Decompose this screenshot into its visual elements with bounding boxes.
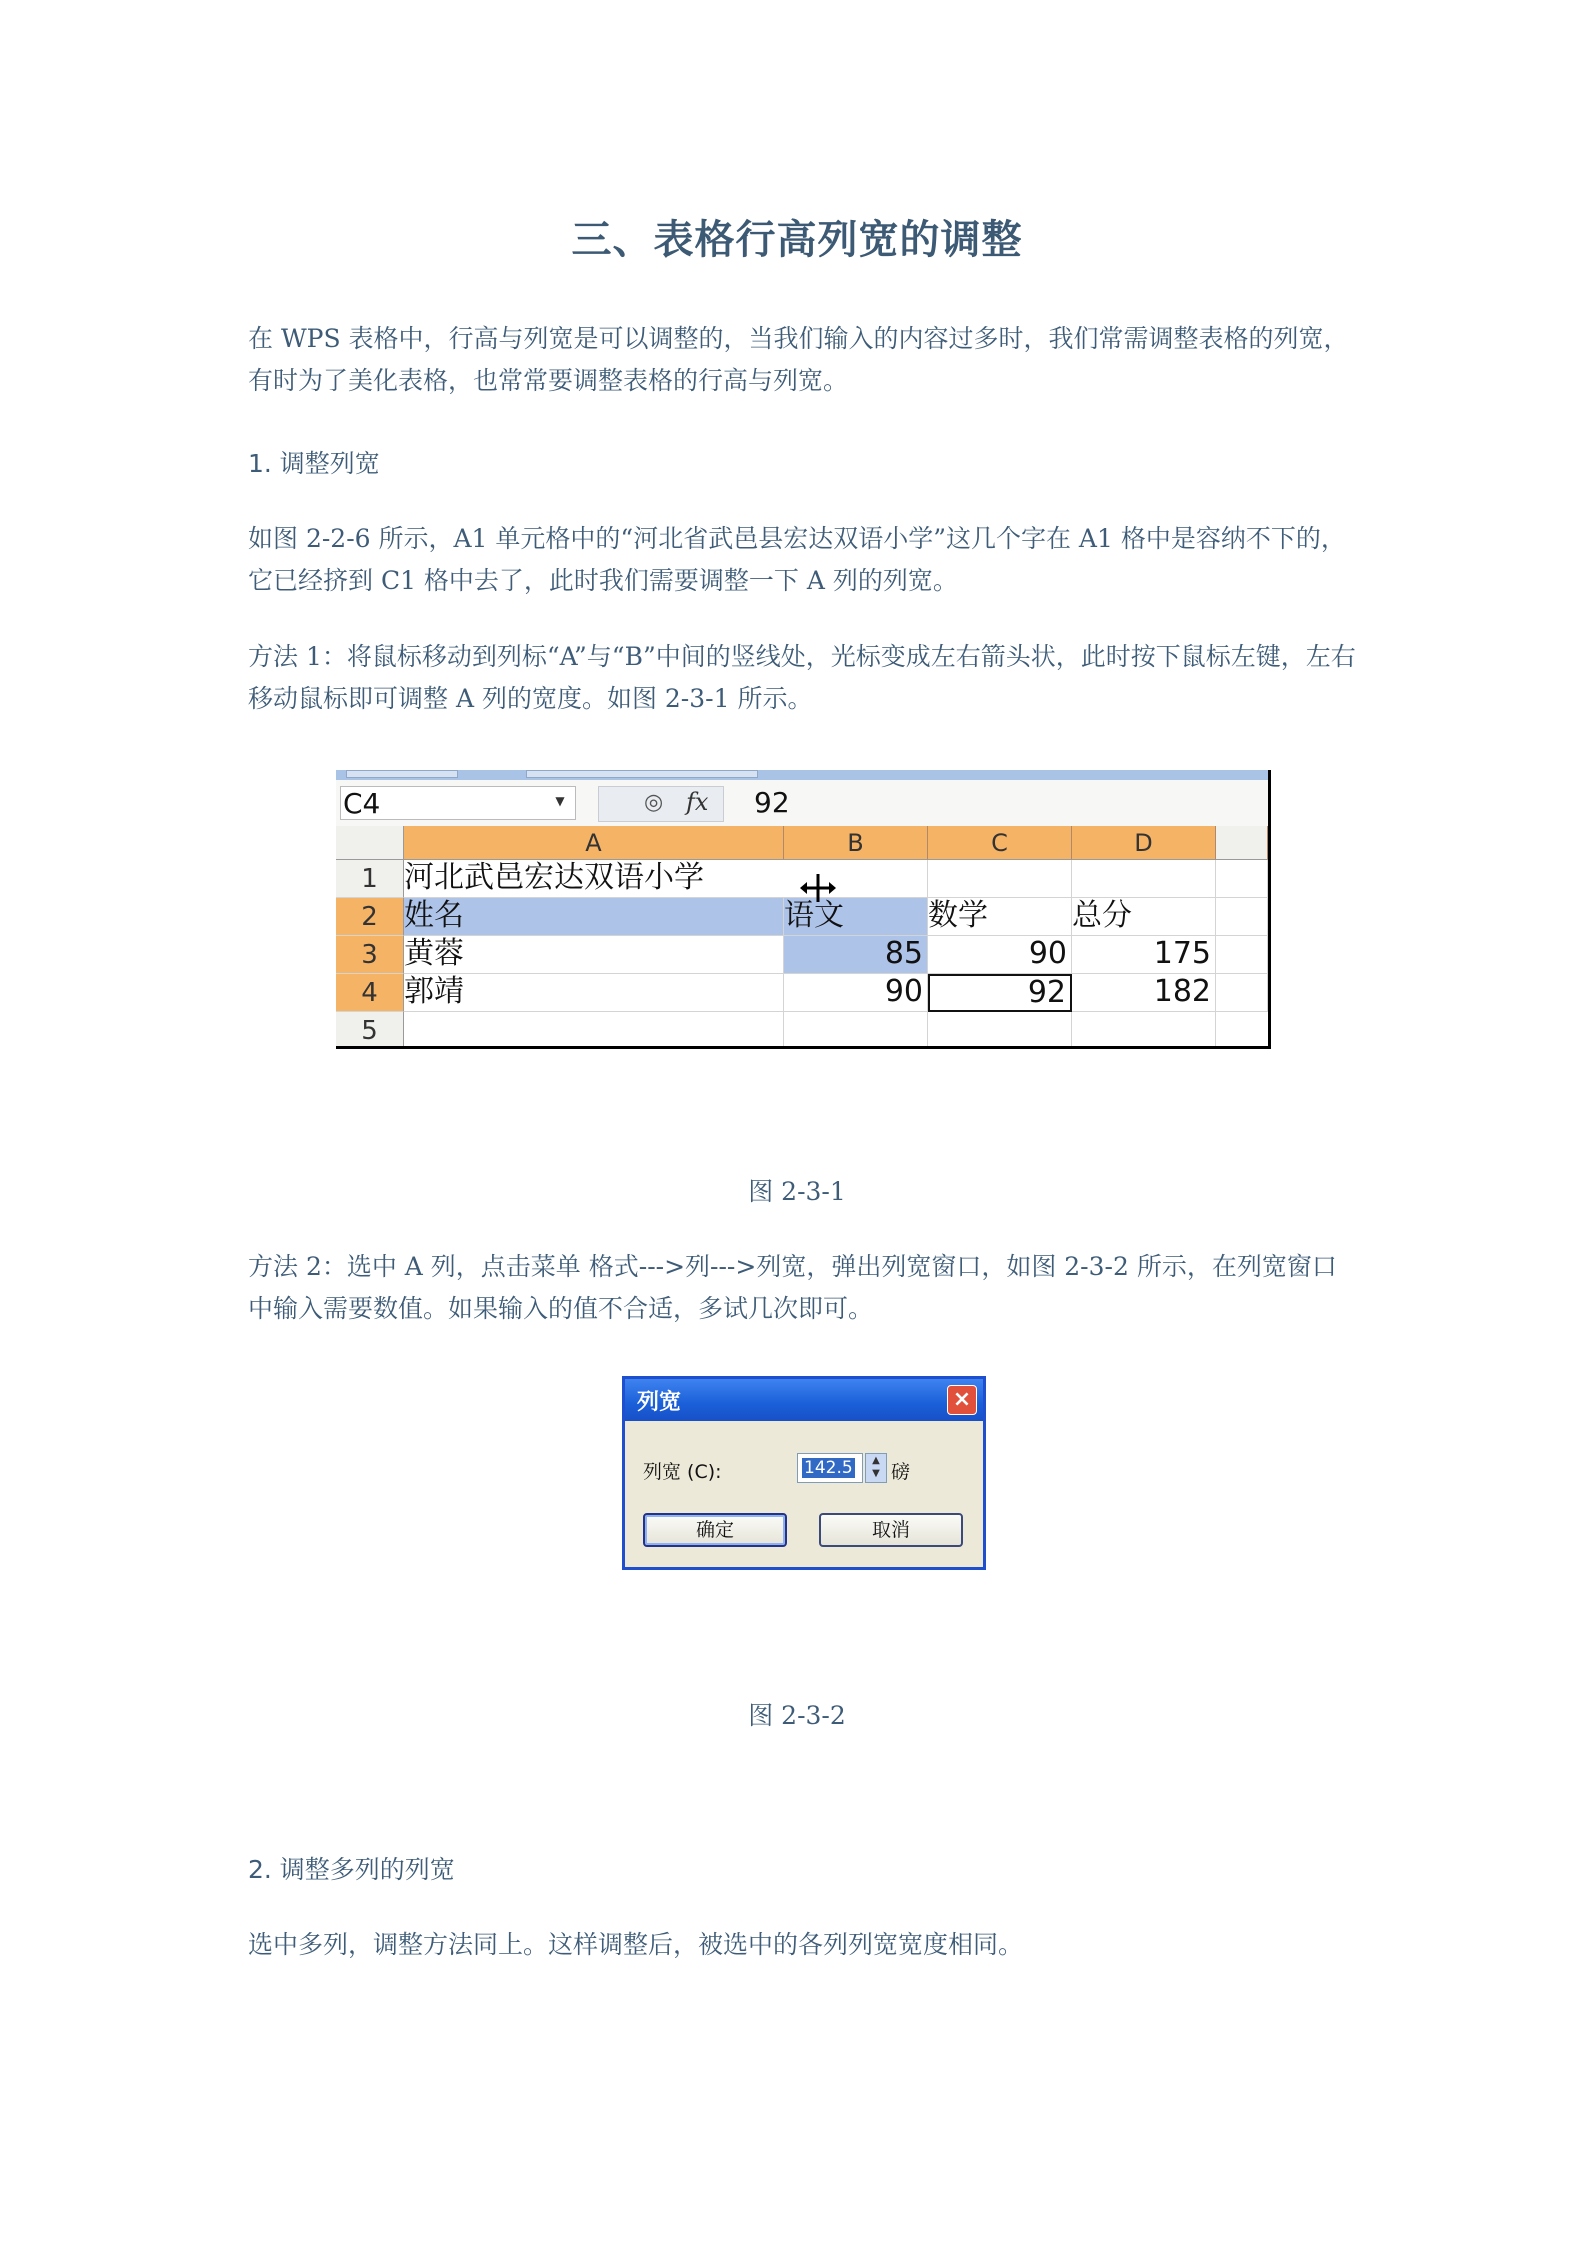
paragraph-figure-reference: 如图 2-2-6 所示，A1 单元格中的“河北省武邑县宏达双语小学”这几个字在 A1 格中是容纳不下的，它已经挤到 C1 格中去了，此时我们需要调整一下 A 列的列宽。: [248, 524, 1346, 595]
row-header-4[interactable]: 4: [336, 974, 404, 1012]
column-resize-cursor-icon: [798, 868, 838, 908]
page-title: 三、表格行高列宽的调整: [571, 217, 1023, 263]
cell-c1[interactable]: [928, 860, 1072, 898]
zoom-icon[interactable]: ◎: [644, 790, 664, 815]
figure-caption-2: 图 2-3-2: [748, 1701, 846, 1730]
name-box[interactable]: C4: [340, 786, 576, 820]
cell-c5[interactable]: [928, 1012, 1072, 1049]
fx-icon[interactable]: fx: [686, 788, 709, 816]
column-width-value[interactable]: 142.5: [804, 1458, 853, 1478]
cell-e1[interactable]: [1216, 860, 1268, 898]
section-1-heading: 1. 调整列宽: [248, 449, 380, 478]
sheet-grid: [336, 826, 1268, 1046]
column-width-dialog: [622, 1376, 986, 1570]
column-width-input[interactable]: [797, 1453, 863, 1483]
cell-c3[interactable]: 90: [928, 936, 1072, 974]
unit-label: 磅: [891, 1461, 911, 1483]
figure-caption-1: 图 2-3-1: [748, 1177, 846, 1206]
column-header-b[interactable]: B: [784, 826, 928, 860]
cell-b5[interactable]: [784, 1012, 928, 1049]
column-header-c[interactable]: C: [928, 826, 1072, 860]
cell-d5[interactable]: [1072, 1012, 1216, 1049]
column-header-d[interactable]: D: [1072, 826, 1216, 860]
cancel-button[interactable]: 取消: [819, 1513, 963, 1547]
spreadsheet-figure: [336, 770, 1271, 1049]
cell-a5[interactable]: [404, 1012, 784, 1049]
cell-e3[interactable]: [1216, 936, 1268, 974]
cell-b2[interactable]: 语文: [784, 898, 928, 936]
paragraph-multi-column: 选中多列，调整方法同上。这样调整后，被选中的各列列宽宽度相同。: [248, 1930, 1024, 1959]
paragraph-method-2: 方法 2：选中 A 列，点击菜单 格式--->列--->列宽，弹出列宽窗口，如图 2-3-2 所示，在列宽窗口中输入需要数值。如果输入的值不合适，多试几次即可。: [248, 1252, 1337, 1323]
ok-button[interactable]: 确定: [643, 1513, 787, 1547]
spinner-arrows-icon[interactable]: ▲ ▼: [865, 1453, 887, 1483]
column-header-e[interactable]: [1216, 826, 1268, 860]
dropdown-arrow-icon[interactable]: ▼: [555, 794, 565, 808]
column-width-label: 列宽 (C):: [643, 1461, 722, 1483]
select-all-corner[interactable]: [336, 826, 404, 860]
cell-d2[interactable]: 总分: [1072, 898, 1216, 936]
sheet-tab-strip: [336, 770, 1268, 780]
cell-c2[interactable]: 数学: [928, 898, 1072, 936]
dialog-titlebar: [625, 1379, 983, 1421]
paragraph-method-1: 方法 1：将鼠标移动到列标“A”与“B”中间的竖线处，光标变成左右箭头状，此时按下鼠标左键，左右移动鼠标即可调整 A 列的宽度。如图 2-3-1 所示。: [248, 642, 1356, 713]
section-2-heading: 2. 调整多列的列宽: [248, 1855, 455, 1884]
dialog-title: 列宽: [637, 1390, 682, 1415]
row-header-3[interactable]: 3: [336, 936, 404, 974]
cell-a3[interactable]: 黄蓉: [404, 936, 784, 974]
cell-a4[interactable]: 郭靖: [404, 974, 784, 1012]
close-icon[interactable]: ×: [947, 1385, 977, 1415]
cell-d1[interactable]: [1072, 860, 1216, 898]
cell-b3[interactable]: 85: [784, 936, 928, 974]
row-header-5[interactable]: 5: [336, 1012, 404, 1049]
formula-value[interactable]: 92: [754, 786, 790, 819]
row-header-2[interactable]: 2: [336, 898, 404, 936]
cell-b4[interactable]: 90: [784, 974, 928, 1012]
cell-a1[interactable]: 河北武邑宏达双语小学: [404, 860, 784, 898]
cell-e2[interactable]: [1216, 898, 1268, 936]
cell-e4[interactable]: [1216, 974, 1268, 1012]
cell-c4-active[interactable]: 92: [928, 974, 1072, 1012]
cell-a2[interactable]: 姓名: [404, 898, 784, 936]
cell-d3[interactable]: 175: [1072, 936, 1216, 974]
row-header-1[interactable]: 1: [336, 860, 404, 898]
formula-bar: [336, 780, 1268, 827]
column-header-a[interactable]: A: [404, 826, 784, 860]
intro-paragraph: 在 WPS 表格中，行高与列宽是可以调整的，当我们输入的内容过多时，我们常需调整表格的列宽，有时为了美化表格，也常常要调整表格的行高与列宽。: [248, 324, 1349, 395]
cell-d4[interactable]: 182: [1072, 974, 1216, 1012]
